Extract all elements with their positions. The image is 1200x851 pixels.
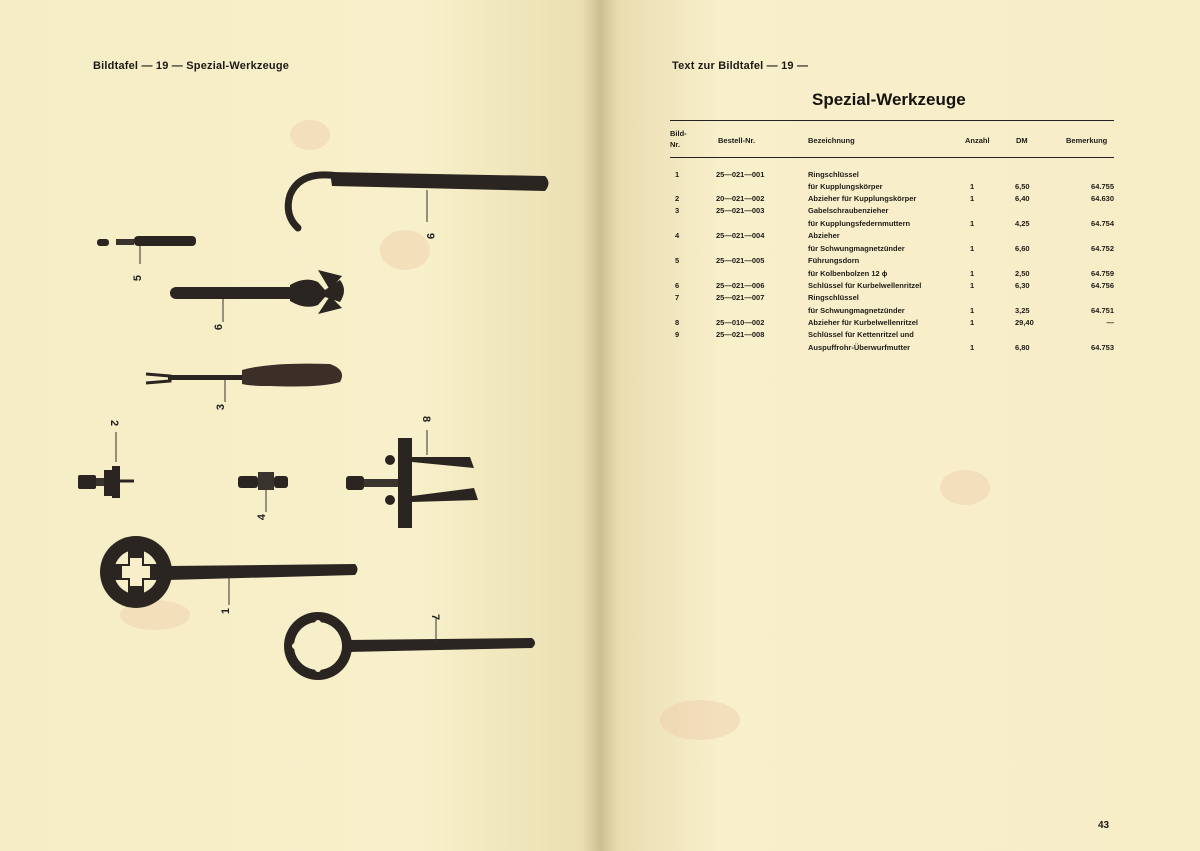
tool-label-2: 2 <box>108 420 120 427</box>
tool-8-sprocket-puller <box>346 416 478 528</box>
col-header-bild: Bild- <box>670 129 687 138</box>
table-row: 9 25—021—008 Schlüssel für Kettenritzel und <box>675 330 914 339</box>
table-row: Auspuffrohr-Überwurfmutter 1 6,80 64.753 <box>808 343 1114 352</box>
col-header-bestell: Bestell-Nr. <box>718 136 756 145</box>
table-row: 2 20—021—002 Abzieher für Kupplungskörper 1 6,40 64.630 <box>675 194 1114 203</box>
tool-3-fork-screwdriver <box>146 364 342 411</box>
col-header-bemerkung: Bemerkung <box>1066 136 1108 145</box>
tool-9-hook-spanner <box>288 172 548 239</box>
page-number: 43 <box>1098 820 1110 831</box>
tool-label-9: 9 <box>424 233 436 240</box>
table-row: 7 25—021—007 Ringschlüssel <box>675 293 859 302</box>
tool-label-6: 6 <box>213 324 225 331</box>
text-header: Text zur Bildtafel — 19 — <box>672 60 809 72</box>
tool-label-4: 4 <box>256 514 268 521</box>
table-top-rule <box>670 120 1114 121</box>
tool-6-pin-spanner <box>170 270 344 330</box>
table-row: 8 25—010—002 Abzieher für Kurbelwellenritzel 1 29,40 — <box>675 318 1114 327</box>
tool-2-clutch-puller <box>78 420 134 498</box>
table-title: Spezial-Werkzeuge <box>812 90 966 109</box>
table-row: für Schwungmagnetzünder 1 6,60 64.752 <box>808 244 1114 253</box>
plate-header: Bildtafel — 19 — Spezial-Werkzeuge <box>93 60 290 72</box>
col-header-anzahl: Anzahl <box>965 136 990 145</box>
tool-label-8: 8 <box>420 416 432 423</box>
col-header-dm: DM <box>1016 136 1028 145</box>
tool-label-1: 1 <box>220 608 232 615</box>
table-row: 6 25—021—006 Schlüssel für Kurbelwellenritzel 1 6,30 64.756 <box>675 281 1114 290</box>
table-row: für Kolbenbolzen 12 ϕ 1 2,50 64.759 <box>808 269 1114 278</box>
tool-label-5: 5 <box>132 275 144 282</box>
table-row: 3 25—021—003 Gabelschraubenzieher <box>675 206 889 215</box>
tool-5-guide-pin <box>97 236 196 281</box>
col-header-bezeichnung: Bezeichnung <box>808 136 855 145</box>
table-row: für Schwungmagnetzünder 1 3,25 64.751 <box>808 306 1114 315</box>
tool-1-ring-spanner <box>100 536 358 614</box>
table-row: 4 25—021—004 Abzieher <box>675 231 840 240</box>
table-row: für Kupplungskörper 1 6,50 64.755 <box>808 182 1114 191</box>
table-row: 5 25—021—005 Führungsdorn <box>675 256 860 265</box>
table-header-rule <box>670 157 1114 158</box>
table-row: 1 25—021—001 Ringschlüssel <box>675 170 859 179</box>
table-row: für Kupplungsfedernmuttern 1 4,25 64.754 <box>808 219 1114 228</box>
tool-4-magneto-puller <box>238 472 288 520</box>
right-page <box>600 0 1200 851</box>
col-header-nr: Nr. <box>670 140 681 149</box>
tool-7-ring-spanner <box>284 612 535 680</box>
tool-label-7: 7 <box>429 614 441 621</box>
tool-label-3: 3 <box>215 404 227 411</box>
